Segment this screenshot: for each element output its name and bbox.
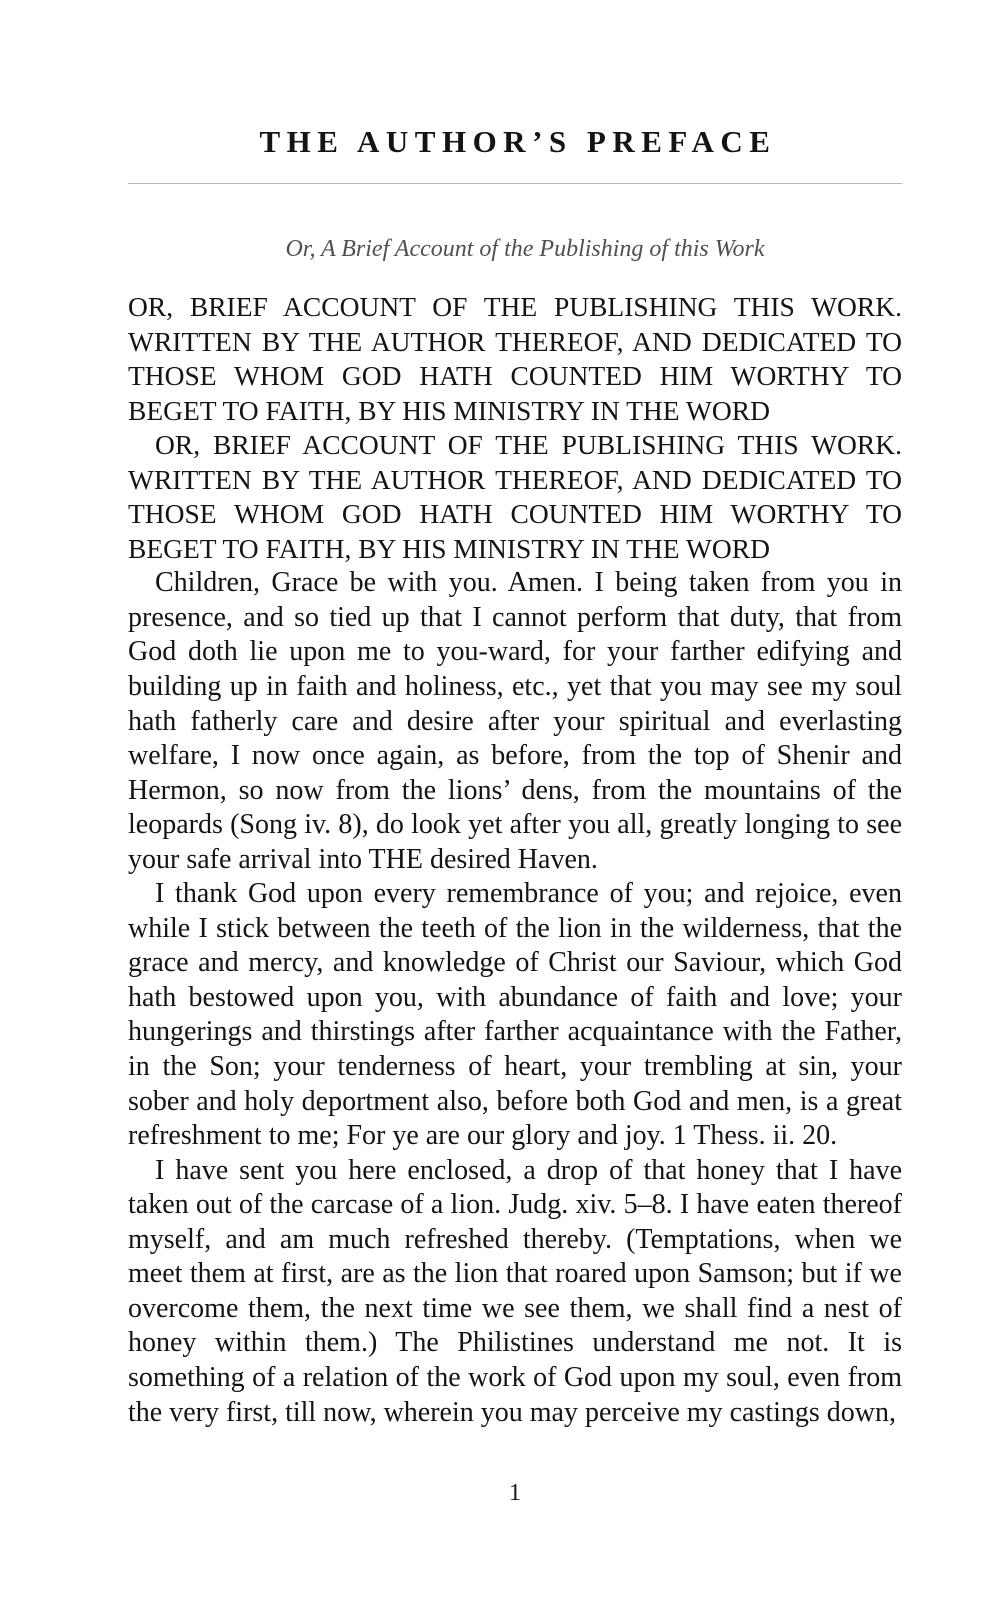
paragraph: OR, BRIEF ACCOUNT OF THE PUBLISHING THIS WORK. WRITTEN BY THE AUTHOR THEREOF, AND DEDICATED TO THOSE WHOM GOD HATH COUNTED HIM WORTHY TO BEGET TO FAITH, BY HIS MINISTRY IN THE WORD — [128, 291, 902, 426]
chapter-subtitle: Or, A Brief Account of the Publishing of this Work — [285, 236, 765, 262]
title-divider — [128, 183, 902, 184]
paragraph: OR, BRIEF ACCOUNT OF THE PUBLISHING THIS WORK. WRITTEN BY THE AUTHOR THEREOF, AND DEDICATED TO THOSE WHOM GOD HATH COUNTED HIM WORTHY TO BEGET TO FAITH, BY HIS MINISTRY IN THE WORD — [128, 429, 902, 564]
paragraph: I thank God upon every remembrance of you; and rejoice, even while I stick between the teeth of the lion in the wilderness, that the grace and mercy, and knowledge of Christ our Saviour, which God hath bestowed upon you, with abundance of faith and love; your hungerings and thirstings after farther acquaintance with the Father, in the Son; your tenderness of heart, your trembling at sin, your sober and holy deportment also, before both God and men, is a great refreshment to me; For ye are our glory and joy. 1 Thess. ii. 20. — [128, 878, 902, 1152]
chapter-title: THE AUTHOR’S PREFACE — [259, 124, 777, 159]
book-page — [128, 0, 902, 1599]
body-text — [128, 290, 902, 1430]
paragraph: I have sent you here enclosed, a drop of that honey that I have taken out of the carcase of a lion. Judg. xiv. 5–8. I have eaten thereof myself, and am much refreshed thereby. (Temptations, when we meet them at first, are as the lion that roared upon Samson; but if we overcome them, the next time we see them, we shall find a nest of honey within them.) The Philistines understand me not. It is something of a relation of the work of God upon my soul, even from the very first, till now, wherein you may perceive my castings down, — [128, 1154, 902, 1428]
page-number: 1 — [509, 1480, 521, 1506]
paragraph: Children, Grace be with you. Amen. I being taken from you in presence, and so tied up that I cannot perform that duty, that from God doth lie upon me to you-ward, for your farther edifying and building up in faith and holiness, etc., yet that you may see my soul hath fatherly care and desire after your spiritual and everlasting welfare, I now once again, as before, from the top of Shenir and Hermon, so now from the lions’ dens, from the mountains of the leopards (Song iv. 8), do look yet after you all, greatly longing to see your safe arrival into THE desired Haven. — [128, 567, 902, 875]
